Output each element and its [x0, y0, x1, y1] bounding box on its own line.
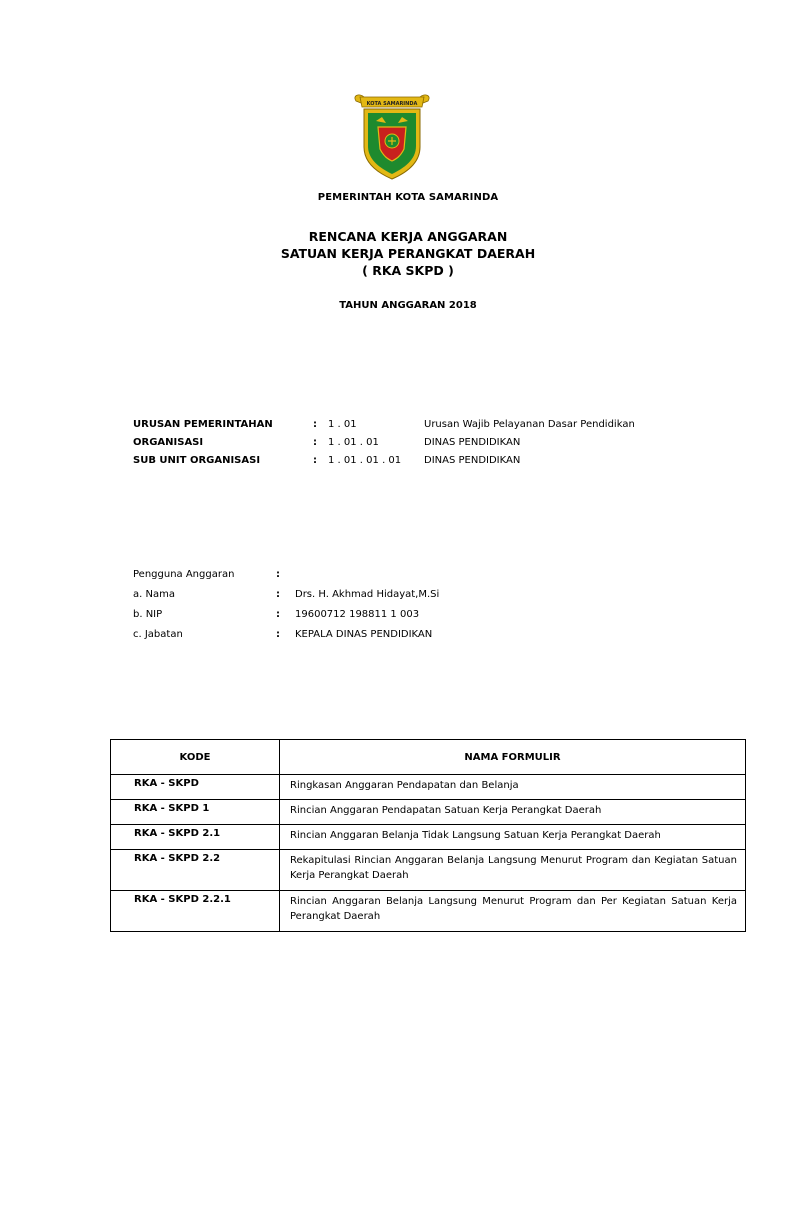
row-nama: Rincian Anggaran Belanja Tidak Langsung Satuan Kerja Perangkat Daerah — [280, 825, 746, 850]
emblem-ribbon-text: KOTA SAMARINDA — [366, 101, 418, 107]
table-row — [111, 891, 746, 932]
pa-label: b. NIP — [133, 609, 163, 620]
info-desc: DINAS PENDIDIKAN — [424, 437, 521, 448]
document-title — [0, 228, 800, 279]
header-kode: KODE — [111, 740, 280, 775]
info-desc: DINAS PENDIDIKAN — [424, 455, 521, 466]
pa-value: 19600712 198811 1 003 — [295, 609, 420, 620]
table-row — [111, 800, 746, 825]
title-line-3: ( RKA SKPD ) — [362, 263, 454, 278]
pa-colon: : — [276, 589, 280, 600]
info-colon: : — [313, 437, 317, 448]
info-code: 1 . 01 . 01 — [328, 437, 379, 448]
form-list-table — [110, 739, 746, 932]
row-kode: RKA - SKPD 1 — [111, 800, 280, 825]
title-line-1: RENCANA KERJA ANGGARAN — [308, 229, 508, 244]
table-row — [111, 775, 746, 800]
row-nama: Rincian Anggaran Pendapatan Satuan Kerja Perangkat Daerah — [280, 800, 746, 825]
fiscal-year: TAHUN ANGGARAN 2018 — [339, 300, 477, 311]
pa-value: Drs. H. Akhmad Hidayat,M.Si — [295, 589, 440, 600]
row-nama: Rekapitulasi Rincian Anggaran Belanja Langsung Menurut Program dan Kegiatan Satuan Kerja Perangkat Daerah — [280, 850, 746, 891]
pa-label: a. Nama — [133, 589, 175, 600]
info-colon: : — [313, 455, 317, 466]
info-desc: Urusan Wajib Pelayanan Dasar Pendidikan — [424, 419, 635, 430]
government-name: PEMERINTAH KOTA SAMARINDA — [317, 192, 499, 203]
pa-label: c. Jabatan — [133, 629, 183, 640]
row-kode: RKA - SKPD — [111, 775, 280, 800]
row-kode: RKA - SKPD 2.1 — [111, 825, 280, 850]
info-code: 1 . 01 . 01 . 01 — [328, 455, 402, 466]
city-emblem-logo — [352, 91, 432, 183]
pa-label: Pengguna Anggaran — [133, 569, 235, 580]
info-label: SUB UNIT ORGANISASI — [133, 455, 261, 466]
row-nama: Rincian Anggaran Belanja Langsung Menurut Program dan Per Kegiatan Satuan Kerja Perangkat Daerah — [280, 891, 746, 932]
table-header-row — [111, 740, 746, 775]
title-line-2: SATUAN KERJA PERANGKAT DAERAH — [280, 246, 536, 261]
info-label: URUSAN PEMERINTAHAN — [133, 419, 273, 430]
pa-colon: : — [276, 629, 280, 640]
emblem-graphic — [352, 91, 432, 183]
header-nama-formulir: NAMA FORMULIR — [280, 740, 746, 775]
table-row — [111, 825, 746, 850]
row-nama: Ringkasan Anggaran Pendapatan dan Belanja — [280, 775, 746, 800]
row-kode: RKA - SKPD 2.2.1 — [111, 891, 280, 932]
table-row — [111, 850, 746, 891]
info-code: 1 . 01 — [328, 419, 357, 430]
info-label: ORGANISASI — [133, 437, 204, 448]
row-kode: RKA - SKPD 2.2 — [111, 850, 280, 891]
pa-colon: : — [276, 569, 280, 580]
pa-value: KEPALA DINAS PENDIDIKAN — [295, 629, 433, 640]
info-colon: : — [313, 419, 317, 430]
pa-colon: : — [276, 609, 280, 620]
